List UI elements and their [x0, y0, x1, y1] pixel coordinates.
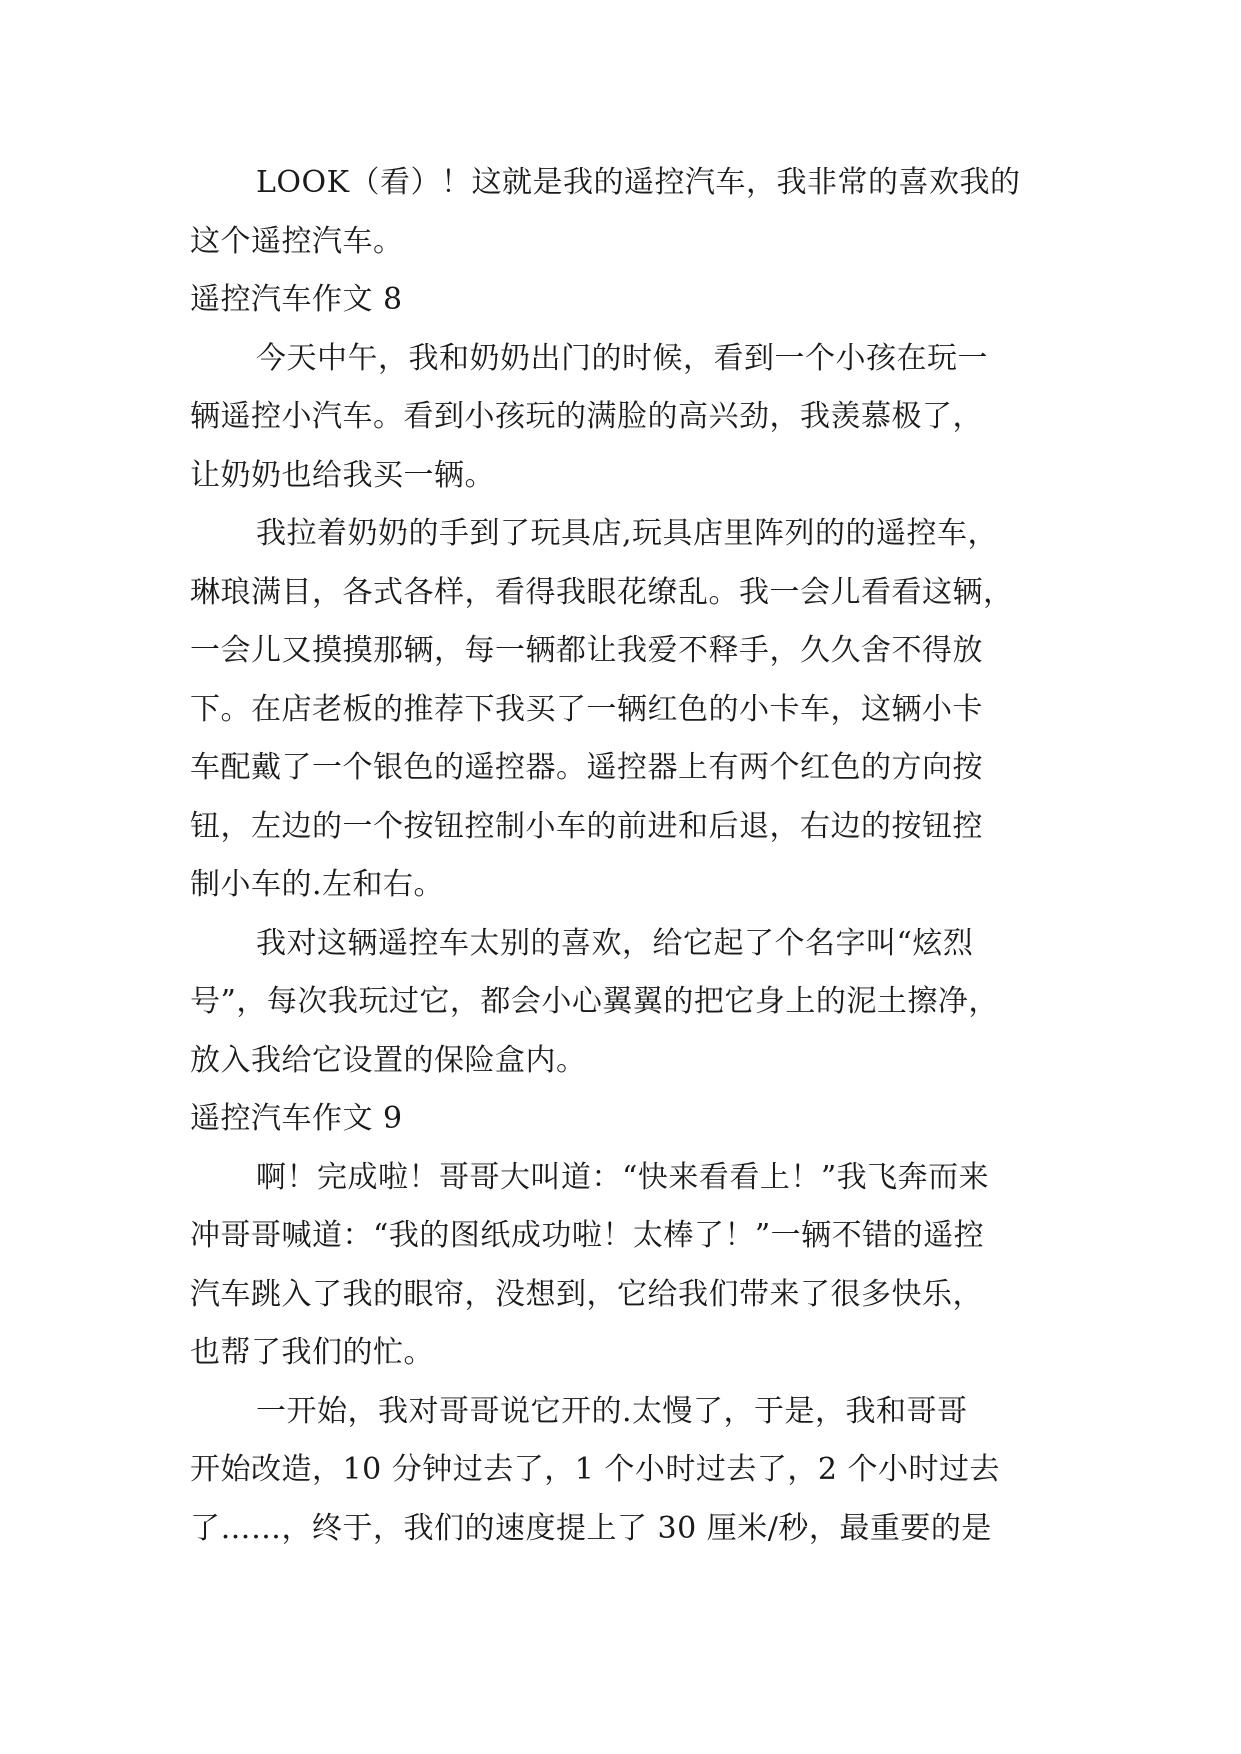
- text-line: 车配戴了一个银色的遥控器。遥控器上有两个红色的方向按: [190, 750, 983, 785]
- text-line: 了……，终于，我们的速度提上了 30 厘米/秒，最重要的是: [190, 1510, 992, 1546]
- text-line: LOOK（看）！这就是我的遥控汽车，我非常的喜欢我的: [256, 165, 1021, 200]
- text-line: 号”，每次我玩过它，都会小心翼翼的把它身上的泥土擦净，: [190, 984, 999, 1019]
- text-line: 我拉着奶奶的手到了玩具店,玩具店里阵列的的遥控车，: [256, 516, 999, 551]
- text-line: 冲哥哥喊道：“我的图纸成功啦！太棒了！”一辆不错的遥控: [190, 1218, 985, 1253]
- text-line: 我对这辆遥控车太别的喜欢，给它起了个名字叫“炫烈: [256, 925, 974, 961]
- text-line: 也帮了我们的忙。: [190, 1335, 434, 1370]
- text-line: 啊！完成啦！哥哥大叫道：“快来看看上！”我飞奔而来: [256, 1159, 990, 1195]
- section-heading: 遥控汽车作文 8: [190, 282, 403, 317]
- text-line: 制小车的.左和右。: [190, 867, 445, 902]
- text-line: 一会儿又摸摸那辆，每一辆都让我爱不释手，久久舍不得放: [190, 633, 983, 668]
- text-line: 下。在店老板的推荐下我买了一辆红色的小卡车，这辆小卡: [190, 691, 983, 727]
- text-line: 辆遥控小汽车。看到小孩玩的满脸的高兴劲，我羡慕极了，: [190, 399, 983, 434]
- text-line: 放入我给它设置的保险盒内。: [190, 1042, 587, 1078]
- text-line: 这个遥控汽车。: [190, 223, 404, 259]
- text-line: 汽车跳入了我的眼帘，没想到，它给我们带来了很多快乐，: [190, 1276, 983, 1312]
- text-line: 钮，左边的一个按钮控制小车的前进和后退，右边的按钮控: [190, 808, 983, 844]
- text-line: 今天中午，我和奶奶出门的时候，看到一个小孩在玩一: [256, 340, 988, 376]
- text-line: 一开始，我对哥哥说它开的.太慢了，于是，我和哥哥: [256, 1393, 968, 1429]
- text-line: 琳琅满目，各式各样，看得我眼花缭乱。我一会儿看看这辆，: [190, 574, 1014, 610]
- text-line: 让奶奶也给我买一辆。: [190, 457, 495, 493]
- section-heading: 遥控汽车作文 9: [190, 1101, 403, 1136]
- text-line: 开始改造，10 分钟过去了，1 个小时过去了，2 个小时过去: [190, 1452, 1000, 1487]
- document-page: [190, 154, 1056, 1558]
